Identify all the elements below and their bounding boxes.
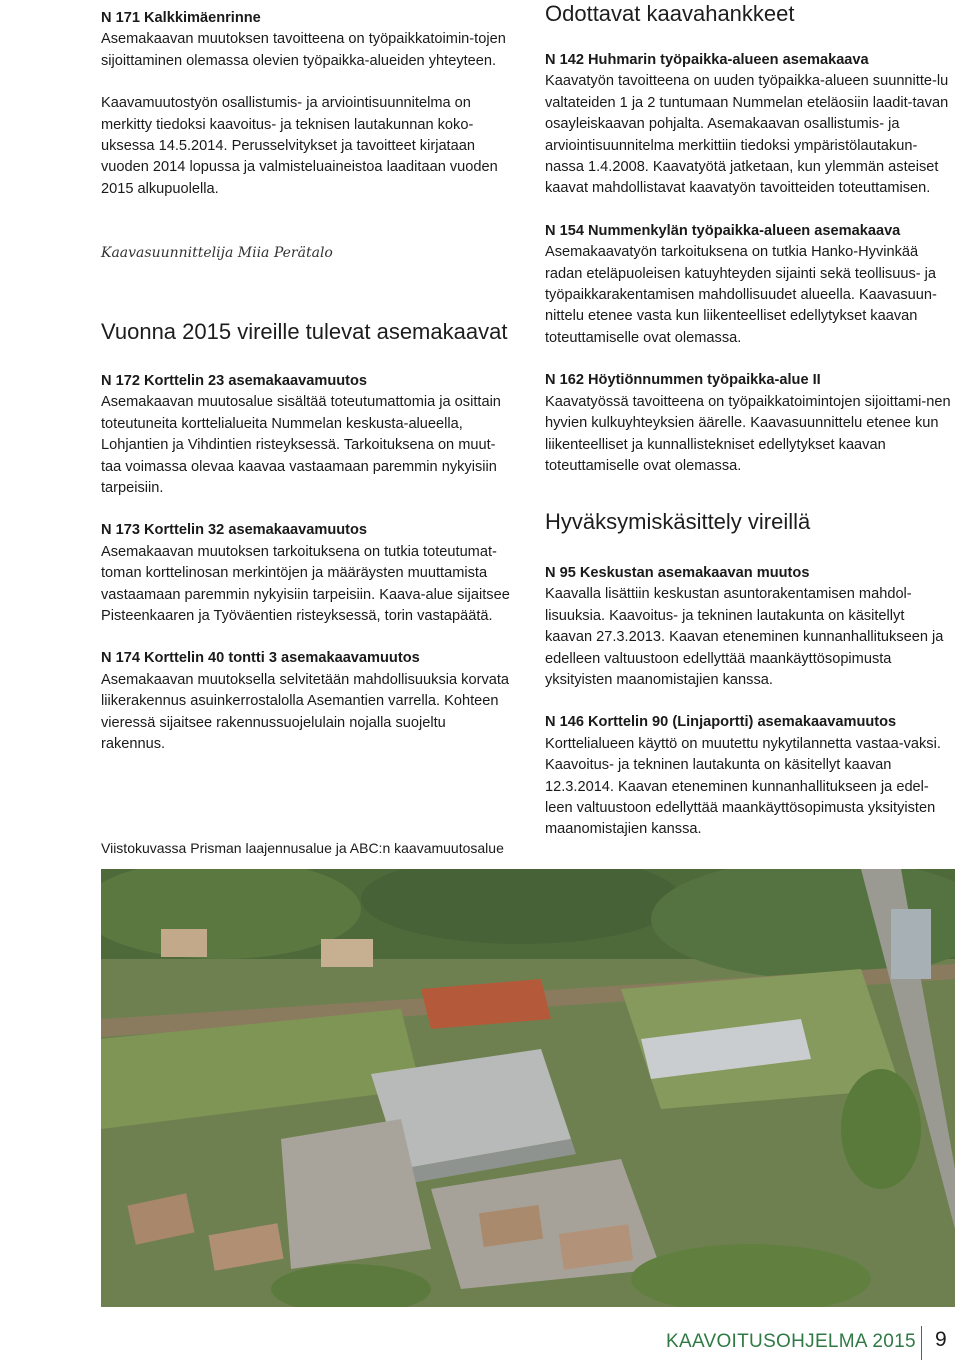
photo-caption: Viistokuvassa Prisman laajennusalue ja ABC:n kaavamuutosalue (101, 840, 504, 856)
n95-title: N 95 Keskustan asemakaavan muutos (545, 565, 810, 581)
left-column (101, 8, 511, 200)
aerial-photo (101, 869, 955, 1307)
n154-body: Asemakaavatyön tarkoituksena on tutkia Hanko-Hyvinkää radan eteläpuoleisen katuyhteyden sijainti sekä teollisuus- ja työpaikkarakentamisen mahdollisuudet alueella. Kaavasuun-nittelu etenee vasta kun liikenteelliset edellytykset kaavan toteuttamiselle ovat olemassa. (545, 244, 937, 346)
n172-body: Asemakaavan muutosalue sisältää toteutumattomia ja osittain toteutuneita korttelialueita Nummelan keskusta-alueella, Lohjantien ja Vihdintien risteyksessä. Tarkoituksena on muut-taa voimassa olevaa kaavaa vastaamaan paremmin nykyisiin tarpeisiin. (101, 394, 501, 497)
n172-title: N 172 Korttelin 23 asemakaavamuutos (101, 373, 368, 389)
n162-body: Kaavatyössä tavoitteena on työpaikkatoimintojen sijoittami-nen hyvien kulkuyhteyksien äärelle. Kaavasuunnittelu etenee kun liikenteelliset ja kunnallistekniset edellytykset kaavan toteuttamiselle ovat olemassa. (545, 393, 951, 474)
n146-body: Korttelialueen käyttö on muutettu nykytilannetta vastaa-vaksi. Kaavoitus- ja tekninen lautakunta on käsitellyt kaavan 12.3.2014. Kaavan eteneminen kunnanhallitukseen ja edel-leen valtuustoon edellyttää maankäyttösopimusta yksityisten maanomistajien kanssa. (545, 735, 941, 838)
author-byline: Kaavasuunnittelija Miia Perätalo (101, 245, 333, 261)
right-projects-1 (545, 50, 955, 477)
n173-body: Asemakaavan muutoksen tarkoituksena on tutkia toteutumat-toman korttelinosan merkintöjen ja määräysten muuttamista vastaamaan paremmin nykyisiin tarpeisiin. Kaava-alue sijaitsee Pisteenkaaren ja Työväentien risteyksessä, torin vastapäätä. (101, 543, 510, 625)
n171-body-2: Kaavamuutostyön osallistumis- ja arviointisuunnitelma on merkitty tiedoksi kaavoitus- ja teknisen lautakunnan koko-uksessa 14.5.2014. Perusselvitykset ja tavoitteet kirjataan vuoden 2014 lopussa ja valmisteluaineistoa laaditaan vuoden 2015 alkupuolella. (101, 95, 498, 197)
n171-title: N 171 Kalkkimäenrinne (101, 10, 261, 26)
left-projects (101, 371, 511, 756)
right-heading: Odottavat kaavahankkeet (545, 1, 795, 26)
n154-title: N 154 Nummenkylän työpaikka-alueen asemakaava (545, 222, 901, 239)
n174-title: N 174 Korttelin 40 tontti 3 asemakaavamuutos (101, 650, 420, 667)
n174-body: Asemakaavan muutoksella selvitetään mahdollisuuksia korvata liikerakennus asuinkerrostalolla Asemantien varrella. Kohteen vieressä sijaitsee rakennussuojelulain nojalla suojeltu rakennus. (101, 671, 510, 753)
page-number: 9 (935, 1328, 947, 1351)
footer-divider (921, 1326, 922, 1360)
n142-body: Kaavatyön tavoitteena on uuden työpaikka-alueen suunnitte-lu valtateiden 1 ja 2 tuntumaan Nummelan eteläosiin laadit-tavan osayleiskaavan pohjalta. Asemakaavan osallistumis- ja arviointisuunnitelma merkittiin tiedoksi ympäristölautakun-nassa 1.4.2008. Kaavatyötä jatketaan, kun ylemmän asteiset kaavat mahdollistavat kaavatyön tavoitteiden toteuttamisen. (545, 73, 949, 197)
footer-title: KAAVOITUSOHJELMA 2015 (666, 1331, 916, 1352)
n173-title: N 173 Korttelin 32 asemakaavamuutos (101, 522, 368, 539)
n171-body: Asemakaavan muutoksen tavoitteena on työpaikkatoimin-tojen sijoittaminen olemassa olevien työpaikka-alueiden yhteyteen. (101, 31, 506, 69)
n142-title: N 142 Huhmarin työpaikka-alueen asemakaava (545, 52, 869, 68)
right-projects-2 (545, 563, 955, 841)
n162-title: N 162 Höytiönnummen työpaikka-alue II (545, 372, 821, 389)
left-heading: Vuonna 2015 vireille tulevat asemakaavat (101, 319, 508, 344)
n95-body: Kaavalla lisättiin keskustan asuntorakentamisen mahdol-lisuuksia. Kaavoitus- ja tekninen lautakunta on käsitellyt kaavan 27.3.2013. Kaavan eteneminen kunnanhallitukseen ja edelleen valtuustoon edellyttää maankäyttösopimusta yksityisten maanomistajien kanssa. (545, 586, 944, 689)
right-heading-2: Hyväksymiskäsittely vireillä (545, 509, 811, 534)
aerial-photo-illustration (101, 869, 955, 1307)
n146-title: N 146 Korttelin 90 (Linjaportti) asemakaavamuutos (545, 714, 897, 731)
